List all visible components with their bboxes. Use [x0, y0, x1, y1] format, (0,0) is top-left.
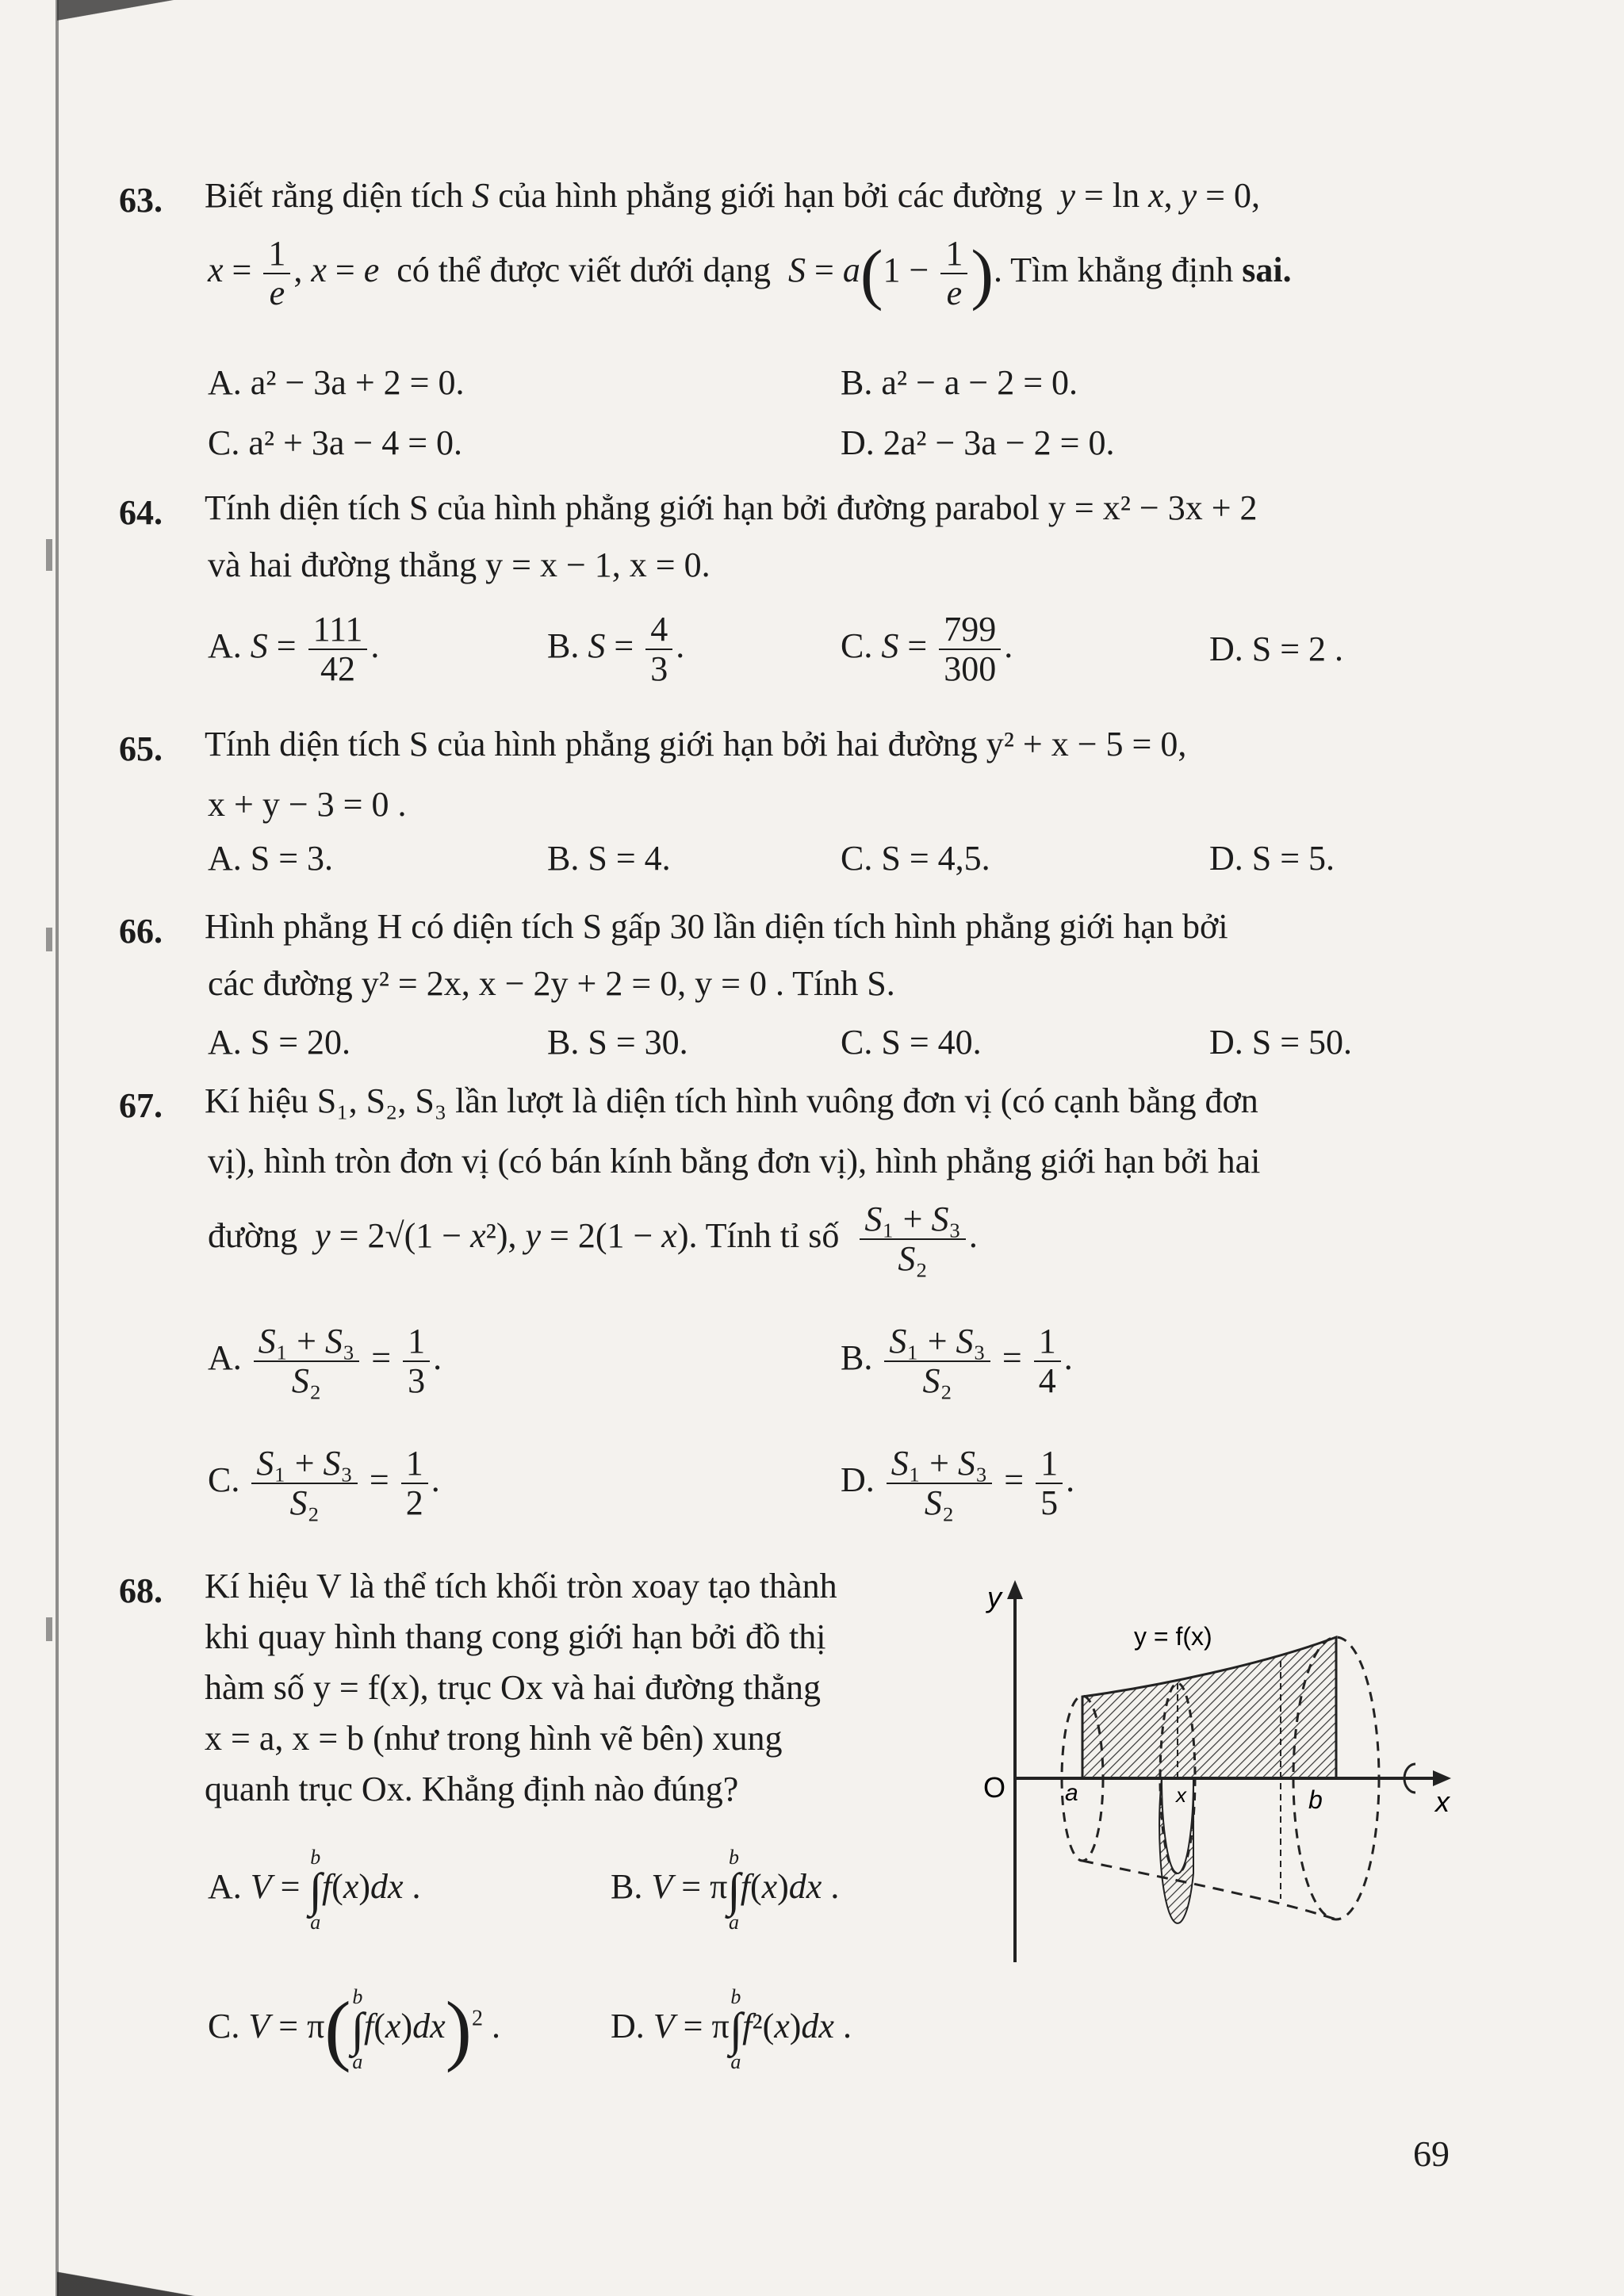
question-text: x = $\frac{1}{e}$ , x = e có thể được viết dưới dạng S = a(1 − $\frac{1}{e}$ ). Tìm khẳng định sai.	[208, 234, 1292, 312]
x-axis-arrow	[1433, 1770, 1451, 1786]
question-text: Tính diện tích S của hình phẳng giới hạn bởi đường parabol y = x² − 3x + 2	[205, 488, 1258, 527]
curve-label: y = f(x)	[1134, 1622, 1212, 1651]
option-d: D. S = 5.	[1209, 839, 1335, 878]
option-a: A. S = 3.	[208, 839, 334, 878]
option-b: B. V = π b ∫ a f(x)dx .	[611, 1846, 840, 1934]
option-b: B. S = 30.	[547, 1023, 688, 1062]
question-text: và hai đường thẳng y = x − 1, x = 0.	[208, 545, 710, 584]
reflected-curve	[1082, 1861, 1336, 1919]
question-text: Hình phẳng H có diện tích S gấp 30 lần diện tích hình phẳng giới hạn bởi	[205, 907, 1228, 946]
question-text: hàm số y = f(x), trục Ox và hai đường thẳng	[205, 1668, 821, 1707]
question-text: các đường y² = 2x, x − 2y + 2 = 0, y = 0 . Tính S.	[208, 964, 895, 1003]
option-c: C. a² + 3a − 4 = 0.	[208, 423, 463, 462]
option-c: C. $\frac{\text{S₁ + S₃}}{\text{S₂}}$ = $\frac{1}{2}$ .	[208, 1444, 440, 1522]
option-b: B. S = $\frac{4}{3}$ .	[547, 610, 685, 688]
option-d: D. V = π b ∫ a f²(x)dx .	[611, 1985, 852, 2073]
option-c: C. V = π( b ∫ a f(x)dx)$^2$ .	[208, 1985, 500, 2073]
a-label: a	[1065, 1780, 1078, 1806]
option-b: B. $\frac{\text{S₁ + S₃}}{\text{S₂}}$ = $\frac{1}{4}$ .	[841, 1322, 1073, 1400]
option-c: C. S = $\frac{799}{300}$ .	[841, 610, 1013, 688]
scan-corner-shadow	[57, 0, 192, 27]
option-a: A. $\frac{\text{S₁ + S₃}}{\text{S₂}}$ = $\frac{1}{3}$ .	[208, 1322, 442, 1400]
option-a: A. V = b ∫ a f(x)dx .	[208, 1846, 421, 1934]
question-text: Kí hiệu V là thể tích khối tròn xoay tạo thành	[205, 1567, 837, 1605]
option-c: C. S = 40.	[841, 1023, 982, 1062]
y-axis-label: y	[987, 1581, 1002, 1613]
question-text: vị), hình tròn đơn vị (có bán kính bằng đơn vị), hình phẳng giới hạn bởi hai	[208, 1142, 1261, 1181]
scan-edge	[56, 0, 59, 2296]
option-d: D. S = 50.	[1209, 1023, 1353, 1062]
scan-mark	[46, 539, 52, 571]
option-d: D. $\frac{\text{S₁ + S₃}}{\text{S₂}}$ = $\frac{1}{5}$ .	[841, 1444, 1075, 1522]
scan-mark	[46, 1617, 52, 1641]
scan-mark	[46, 928, 52, 951]
option-a: A. S = 20.	[208, 1023, 351, 1062]
question-number: 65.	[119, 729, 163, 768]
b-label: b	[1308, 1785, 1323, 1814]
question-text: khi quay hình thang cong giới hạn bởi đồ thị	[205, 1617, 826, 1656]
question-number: 68.	[119, 1571, 163, 1610]
option-a: A. S = $\frac{111}{42}$ .	[208, 610, 380, 688]
y-axis-arrow	[1007, 1580, 1023, 1599]
option-d: D. S = 2 .	[1209, 629, 1344, 668]
question-number: 64.	[119, 493, 163, 532]
question-text: đường y = 2√(1 − x²), y = 2(1 − x). Tính tỉ số $\frac{\text{S₁ + S₃}}{\text{S₂}}$ .	[208, 1200, 978, 1278]
option-a: A. a² − 3a + 2 = 0.	[208, 363, 465, 402]
option-d: D. 2a² − 3a − 2 = 0.	[841, 423, 1115, 462]
question-number: 63.	[119, 181, 163, 220]
option-b: B. a² − a − 2 = 0.	[841, 363, 1078, 402]
question-number: 66.	[119, 912, 163, 951]
scan-bottom-shadow	[57, 2264, 263, 2296]
page-number: 69	[1413, 2133, 1450, 2174]
question-text: Biết rằng diện tích S của hình phẳng giới hạn bởi các đường y = ln x, y = 0,	[205, 176, 1260, 215]
option-b: B. S = 4.	[547, 839, 671, 878]
x-axis-label: x	[1435, 1785, 1450, 1818]
x-label: x	[1176, 1783, 1186, 1807]
question-text: x = a, x = b (như trong hình vẽ bên) xung	[205, 1719, 783, 1758]
solid-of-revolution-figure	[971, 1566, 1463, 1978]
question-number: 67.	[119, 1086, 163, 1125]
question-text: x + y − 3 = 0 .	[208, 785, 407, 824]
origin-label: O	[983, 1771, 1006, 1804]
option-c: C. S = 4,5.	[841, 839, 990, 878]
question-text: Tính diện tích S của hình phẳng giới hạn bởi hai đường y² + x − 5 = 0,	[205, 725, 1187, 763]
hatched-region	[1082, 1637, 1336, 1778]
question-text: quanh trục Ox. Khẳng định nào đúng?	[205, 1770, 739, 1808]
question-text: Kí hiệu S₁, S₂, S₃ lần lượt là diện tích hình vuông đơn vị (có cạnh bằng đơn	[205, 1081, 1258, 1120]
